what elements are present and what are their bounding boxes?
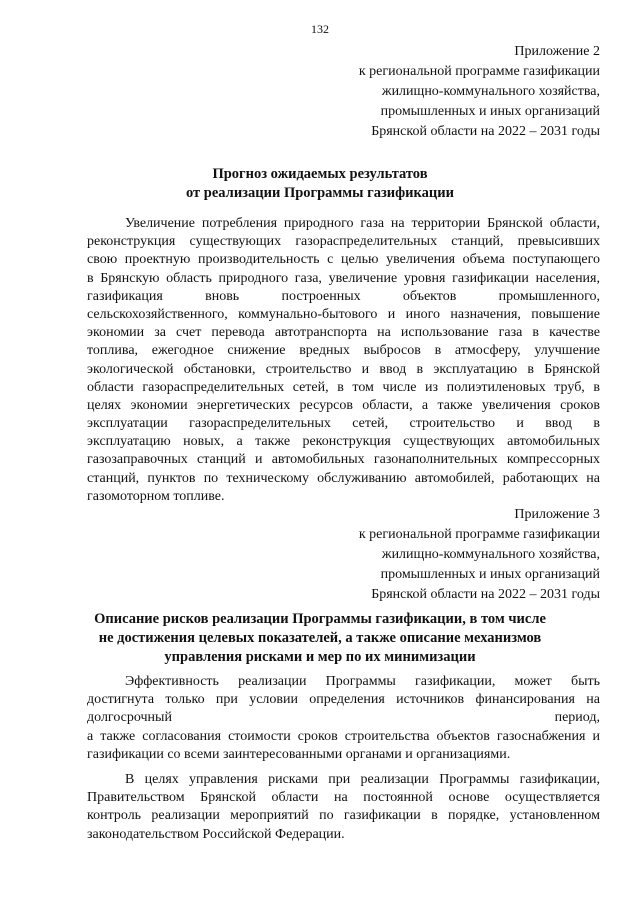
- paragraph-forecast: [87, 215, 600, 506]
- paragraph-line: газомоторном топливе.: [87, 488, 225, 504]
- appendix-3-line: Брянской области на 2022 – 2031 годы: [371, 587, 600, 602]
- paragraph-line: газификации со всеми заинтересованными органами и организациями.: [87, 746, 511, 762]
- paragraph-line: Эффективность реализации Программы газификации, может быть: [125, 674, 600, 689]
- paragraph-line: Правительством Брянской области на постоянной основе осуществляется: [87, 790, 600, 806]
- appendix-2-line: Брянской области на 2022 – 2031 годы: [371, 124, 600, 139]
- section-heading-risks: [0, 610, 640, 667]
- paragraph-line: достигнута только при условии определения источников финансирования на: [87, 692, 600, 708]
- section-heading-forecast: [0, 165, 640, 203]
- paragraph-line: Увеличение потребления природного газа на территории Брянской области,: [125, 216, 600, 231]
- paragraph-line: экологической обстановки, строительство и ввод в эксплуатацию в Брянской: [87, 361, 600, 377]
- paragraph-line: целях экономии энергетических ресурсов области, а также увеличения сроков: [87, 397, 600, 413]
- paragraph-line: станций, пунктов по техническому обслуживанию автомобилей, работающих на: [87, 470, 600, 486]
- appendix-3-caption: [359, 505, 600, 605]
- appendix-2-line: Приложение 2: [514, 44, 600, 59]
- paragraph-line: топлива, ежегодное снижение вредных выбросов в атмосферу, улучшение: [87, 343, 600, 359]
- heading-line: не достижения целевых показателей, а также описание механизмов: [98, 630, 542, 646]
- appendix-3-line: промышленных и иных организаций: [380, 567, 600, 582]
- paragraph-line: сельскохозяйственного, коммунально-бытового и иного назначения, повышение: [87, 306, 600, 322]
- paragraph-line: свою проектную производительность с целью увеличения объема поступающего: [87, 252, 600, 268]
- paragraph-line: а также согласования стоимости сроков строительства объектов газоснабжения и: [87, 728, 600, 744]
- paragraph-line: эксплуатации газораспределительных сетей, строительство и ввод в: [87, 416, 600, 432]
- paragraph-line: В целях управления рисками при реализации Программы газификации,: [125, 772, 600, 787]
- paragraph-risk-management: [87, 771, 600, 844]
- appendix-2-caption: [359, 42, 600, 142]
- page-number: 132: [311, 22, 329, 36]
- heading-line: Описание рисков реализации Программы газификации, в том числе: [94, 611, 546, 627]
- heading-line: управления рисками и мер по их минимизации: [164, 649, 476, 665]
- paragraph-line: экономии за счет перевода автотранспорта на использование газа в качестве: [87, 325, 600, 341]
- appendix-3-line: Приложение 3: [514, 507, 600, 522]
- paragraph-line: контроль реализации мероприятий по газификации в порядке, установленном: [87, 808, 600, 824]
- paragraph-efficiency: [87, 673, 600, 764]
- paragraph-line: газозаправочных станций и автомобильных газонаполнительных компрессорных: [87, 452, 600, 468]
- paragraph-line: эксплуатацию новых, а также реконструкция существующих автомобильных: [87, 434, 600, 450]
- appendix-2-line: к региональной программе газификации: [358, 64, 600, 79]
- paragraph-line: реконструкция существующих газораспределительных станций, превысивших: [87, 234, 600, 250]
- paragraph-line: законодательством Российской Федерации.: [87, 826, 345, 842]
- appendix-2-line: жилищно-коммунального хозяйства,: [381, 84, 600, 99]
- heading-line: Прогноз ожидаемых результатов: [212, 166, 428, 182]
- appendix-3-line: к региональной программе газификации: [358, 527, 600, 542]
- paragraph-line: долгосрочный период,: [87, 710, 600, 726]
- paragraph-line: в Брянскую область природного газа, увеличение уровня газификации населения,: [87, 270, 600, 286]
- paragraph-line: газификация вновь построенных объектов промышленного,: [87, 288, 600, 304]
- appendix-2-line: промышленных и иных организаций: [380, 104, 600, 119]
- appendix-3-line: жилищно-коммунального хозяйства,: [381, 547, 600, 562]
- heading-line: от реализации Программы газификации: [186, 185, 454, 201]
- paragraph-line: области газораспределительных сетей, в том числе из полиэтиленовых труб, в: [87, 379, 600, 395]
